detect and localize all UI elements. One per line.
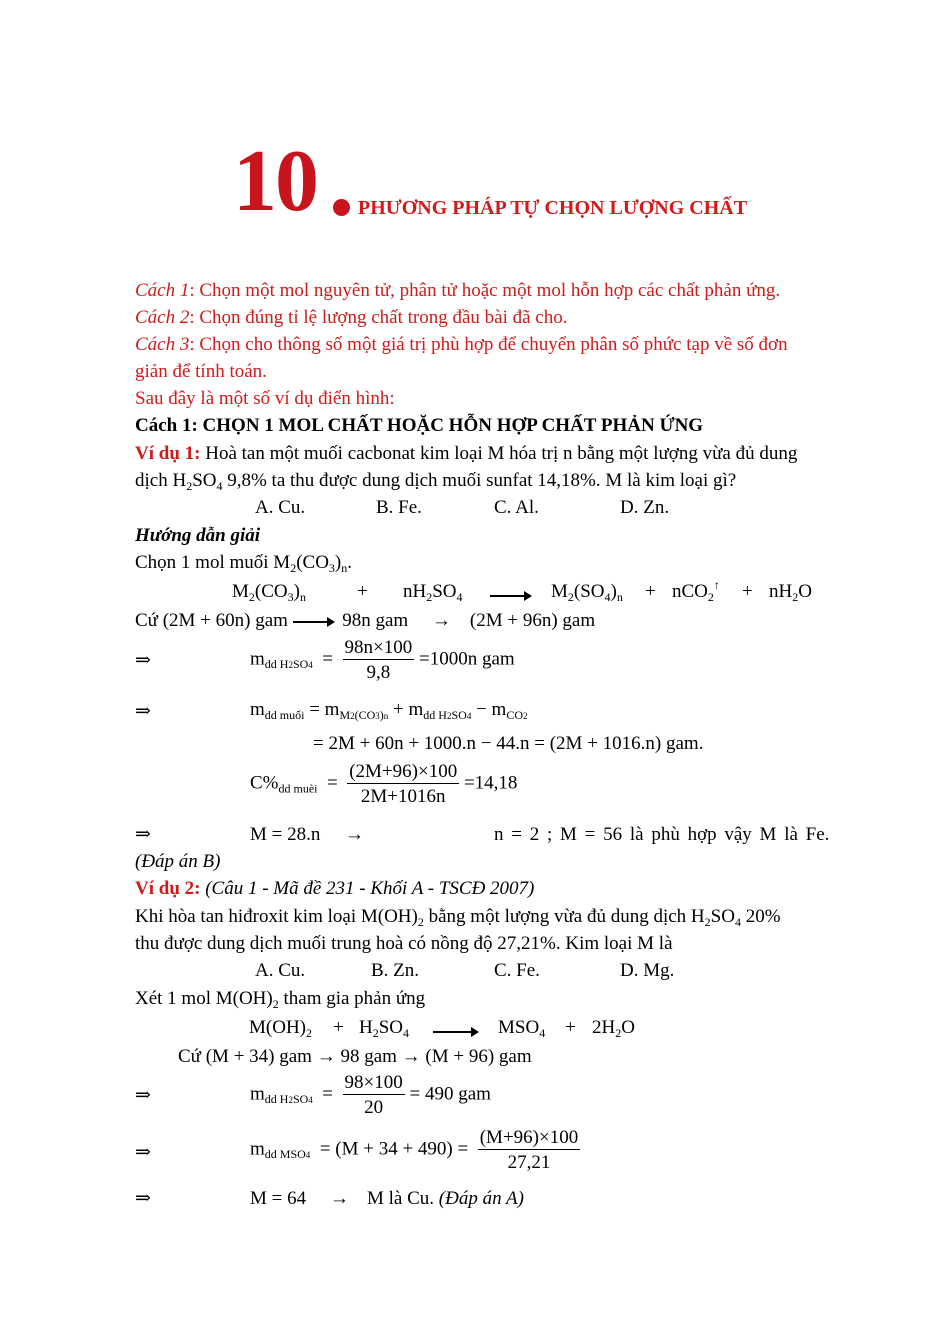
result1-conclusion: n = 2 ; M = 56 là phù hợp vậy M là Fe. [494,824,830,845]
implies-symbol: ⇒ [135,1142,151,1163]
result2-conclusion: M là Cu. (Đáp án A) [367,1188,524,1209]
chapter-bullet [333,199,350,220]
example1-option-b: B. Fe. [376,497,422,518]
eq2-expansion: = 2M + 60n + 1000.n − 44.n = (2M + 1016.n) gam. [313,733,704,754]
choose-line: Chọn 1 mol muối $M_2(CO_3)_n$. [135,552,352,575]
eq1-mass-acid-solution: $m_{dd H2SO4}$ = $\frac{98n\times 100}{9,8}$ =1000n gam [250,637,515,683]
product-co2: nCO$_2$↑ [672,578,720,604]
reaction-arrow [490,585,530,604]
eq4-mass-acid-solution: $m_{dd H2SO4}$ = $\frac{98\times 100}{20}$ = 490 gam [250,1072,491,1118]
method-2: Cách 2: Chọn đúng tỉ lệ lượng chất trong đầu bài đã cho. [135,307,568,328]
implies-symbol: ⇒ [135,1188,151,1209]
plus-sign: + [565,1017,576,1038]
consider-line: Xét 1 mol $M(OH)_2$ tham gia phản ứng [135,988,426,1011]
plus-sign: + [333,1017,344,1038]
plus-sign: + [357,581,368,602]
ratio-line: Cứ (2M + 60n) gam 98n gam → (2M + 96n) gam [135,610,596,631]
example2-option-d: D. Mg. [620,960,675,981]
reactant-carbonate: $M_2(CO_3)_n$ [232,581,306,604]
example1-answer: (Đáp án B) [135,851,221,872]
reactant-acid: $H_2SO_4$ [359,1017,410,1040]
section-heading: Cách 1: CHỌN 1 MOL CHẤT HOẶC HỖN HỢP CHẤT PHẢN ỨNG [135,415,704,436]
example1-question-line2: dịch $H_2SO_4$ 9,8% ta thu được dung dịch muối sunfat 14,18%. M là kim loại gì? [135,470,737,493]
method-3-cont: giản để tính toán. [135,361,267,382]
example1-question-line1: Ví dụ 1: Hoà tan một muối cacbonat kim loại M hóa trị n bằng một lượng vừa đủ dung [135,443,798,464]
example2-option-c: C. Fe. [494,960,540,981]
plus-sign: + [645,581,656,602]
example2-option-a: A. Cu. [255,960,306,981]
product-water: $nH_2O$ [769,581,812,604]
example2-option-b: B. Zn. [371,960,420,981]
ratio-line-2: Cứ (M + 34) gam → 98 gam → (M + 96) gam [178,1046,532,1067]
chapter-number: 10 [233,133,317,230]
result1-arrow: → [345,824,364,845]
method-3: Cách 3: Chọn cho thông số một giá trị phù hợp để chuyển phân số phức tạp về số đơn [135,334,788,355]
result2-m: M = 64 [250,1188,307,1209]
result1-m: M = 28.n [250,824,321,845]
method-1: Cách 1: Chọn một mol nguyên tử, phân tử hoặc một mol hỗn hợp các chất phản ứng. [135,280,781,301]
product-sulfate: $M_2(SO_4)_n$ [551,581,623,604]
product-water: $2H_2O$ [592,1017,635,1040]
example1-option-c: C. Al. [494,497,539,518]
result2-arrow: → [330,1188,349,1209]
implies-symbol: ⇒ [135,824,151,845]
guide-heading: Hướng dẫn giải [135,525,261,546]
example2-question-line2: thu được dung dịch muối trung hoà có nồng độ 27,21%. Kim loại M là [135,933,673,954]
reaction-arrow [433,1021,477,1040]
eq3-concentration: $C\%_{dd muèi}$ = $\frac{(2M+96)\times 100}{2M+1016n}$ =14,18 [250,761,518,807]
example2-question-line1: Khi hòa tan hiđroxit kim loại $M(OH)_2$ bằng một lượng vừa đủ dung dịch $H_2SO_4$ 20% [135,906,781,929]
eq2-mass-salt-solution: $m_{dd muối} = m_{M2(CO3)n} + m_{dd H2SO4} - m_{CO2}$ [250,699,528,722]
example1-option-a: A. Cu. [255,497,306,518]
chapter-title: PHƯƠNG PHÁP TỰ CHỌN LƯỢNG CHẤT [358,197,748,219]
reactant-acid: $nH_2SO_4$ [403,581,463,604]
implies-symbol: ⇒ [135,650,151,671]
implies-symbol: ⇒ [135,1085,151,1106]
examples-intro: Sau đây là một số ví dụ điển hình: [135,388,395,409]
eq5-mass-salt-solution: $m_{dd MSO4} = (M + 34 + 490)$ = $\frac{(M+96)\times 100}{27,21}$ [250,1127,579,1173]
plus-sign: + [742,581,753,602]
implies-symbol: ⇒ [135,701,151,722]
example2-header: Ví dụ 2: (Câu 1 - Mã đề 231 - Khối A - TSCĐ 2007) [135,878,535,899]
product-sulfate: $MSO_4$ [498,1017,546,1040]
example1-option-d: D. Zn. [620,497,670,518]
reactant-hydroxide: $M(OH)_2$ [249,1017,312,1040]
